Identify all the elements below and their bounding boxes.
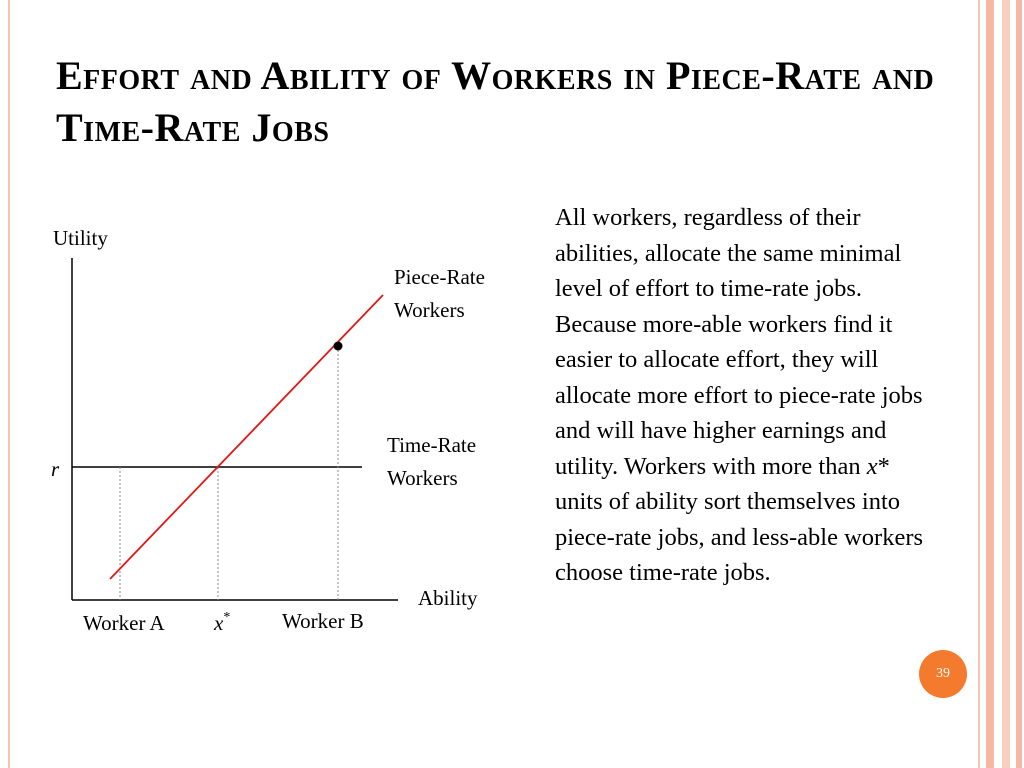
explanation-text-part2: * units of ability sort themselves into piece-rate jobs, and less-able workers choose time-rate jobs. — [555, 452, 924, 586]
piece-rate-label-line1: Piece-Rate — [394, 265, 485, 289]
x-star-base: x — [214, 611, 224, 635]
worker-b-label: Worker B — [282, 609, 364, 633]
piece-rate-line — [110, 295, 383, 579]
page-number-badge — [919, 650, 967, 698]
y-axis-label: Utility — [53, 226, 108, 250]
r-label: r — [51, 457, 60, 481]
explanation-x-symbol: x — [866, 452, 878, 480]
piece-rate-label-line2: Workers — [394, 298, 465, 322]
worker-b-point — [334, 342, 343, 351]
slide-title: Effort and Ability of Workers in Piece-Rate and Time-Rate Jobs — [56, 53, 935, 150]
explanation-text — [555, 200, 925, 591]
x-axis-label: Ability — [418, 586, 478, 610]
explanation-text-part1: All workers, regardless of their abilities, allocate the same minimal level of effort to time-rate jobs. Because more-able workers find it easier to allocate effort, they will allocate more effort to piece-rate jobs and will have higher earnings and utility. Workers with more than — [555, 204, 923, 480]
page-number: 39 — [936, 666, 950, 681]
x-star-sup: * — [223, 610, 231, 625]
x-star-label — [213, 610, 230, 635]
worker-a-label: Worker A — [83, 611, 165, 635]
time-rate-label-line2: Workers — [387, 466, 458, 490]
time-rate-label-line1: Time-Rate — [387, 433, 477, 457]
